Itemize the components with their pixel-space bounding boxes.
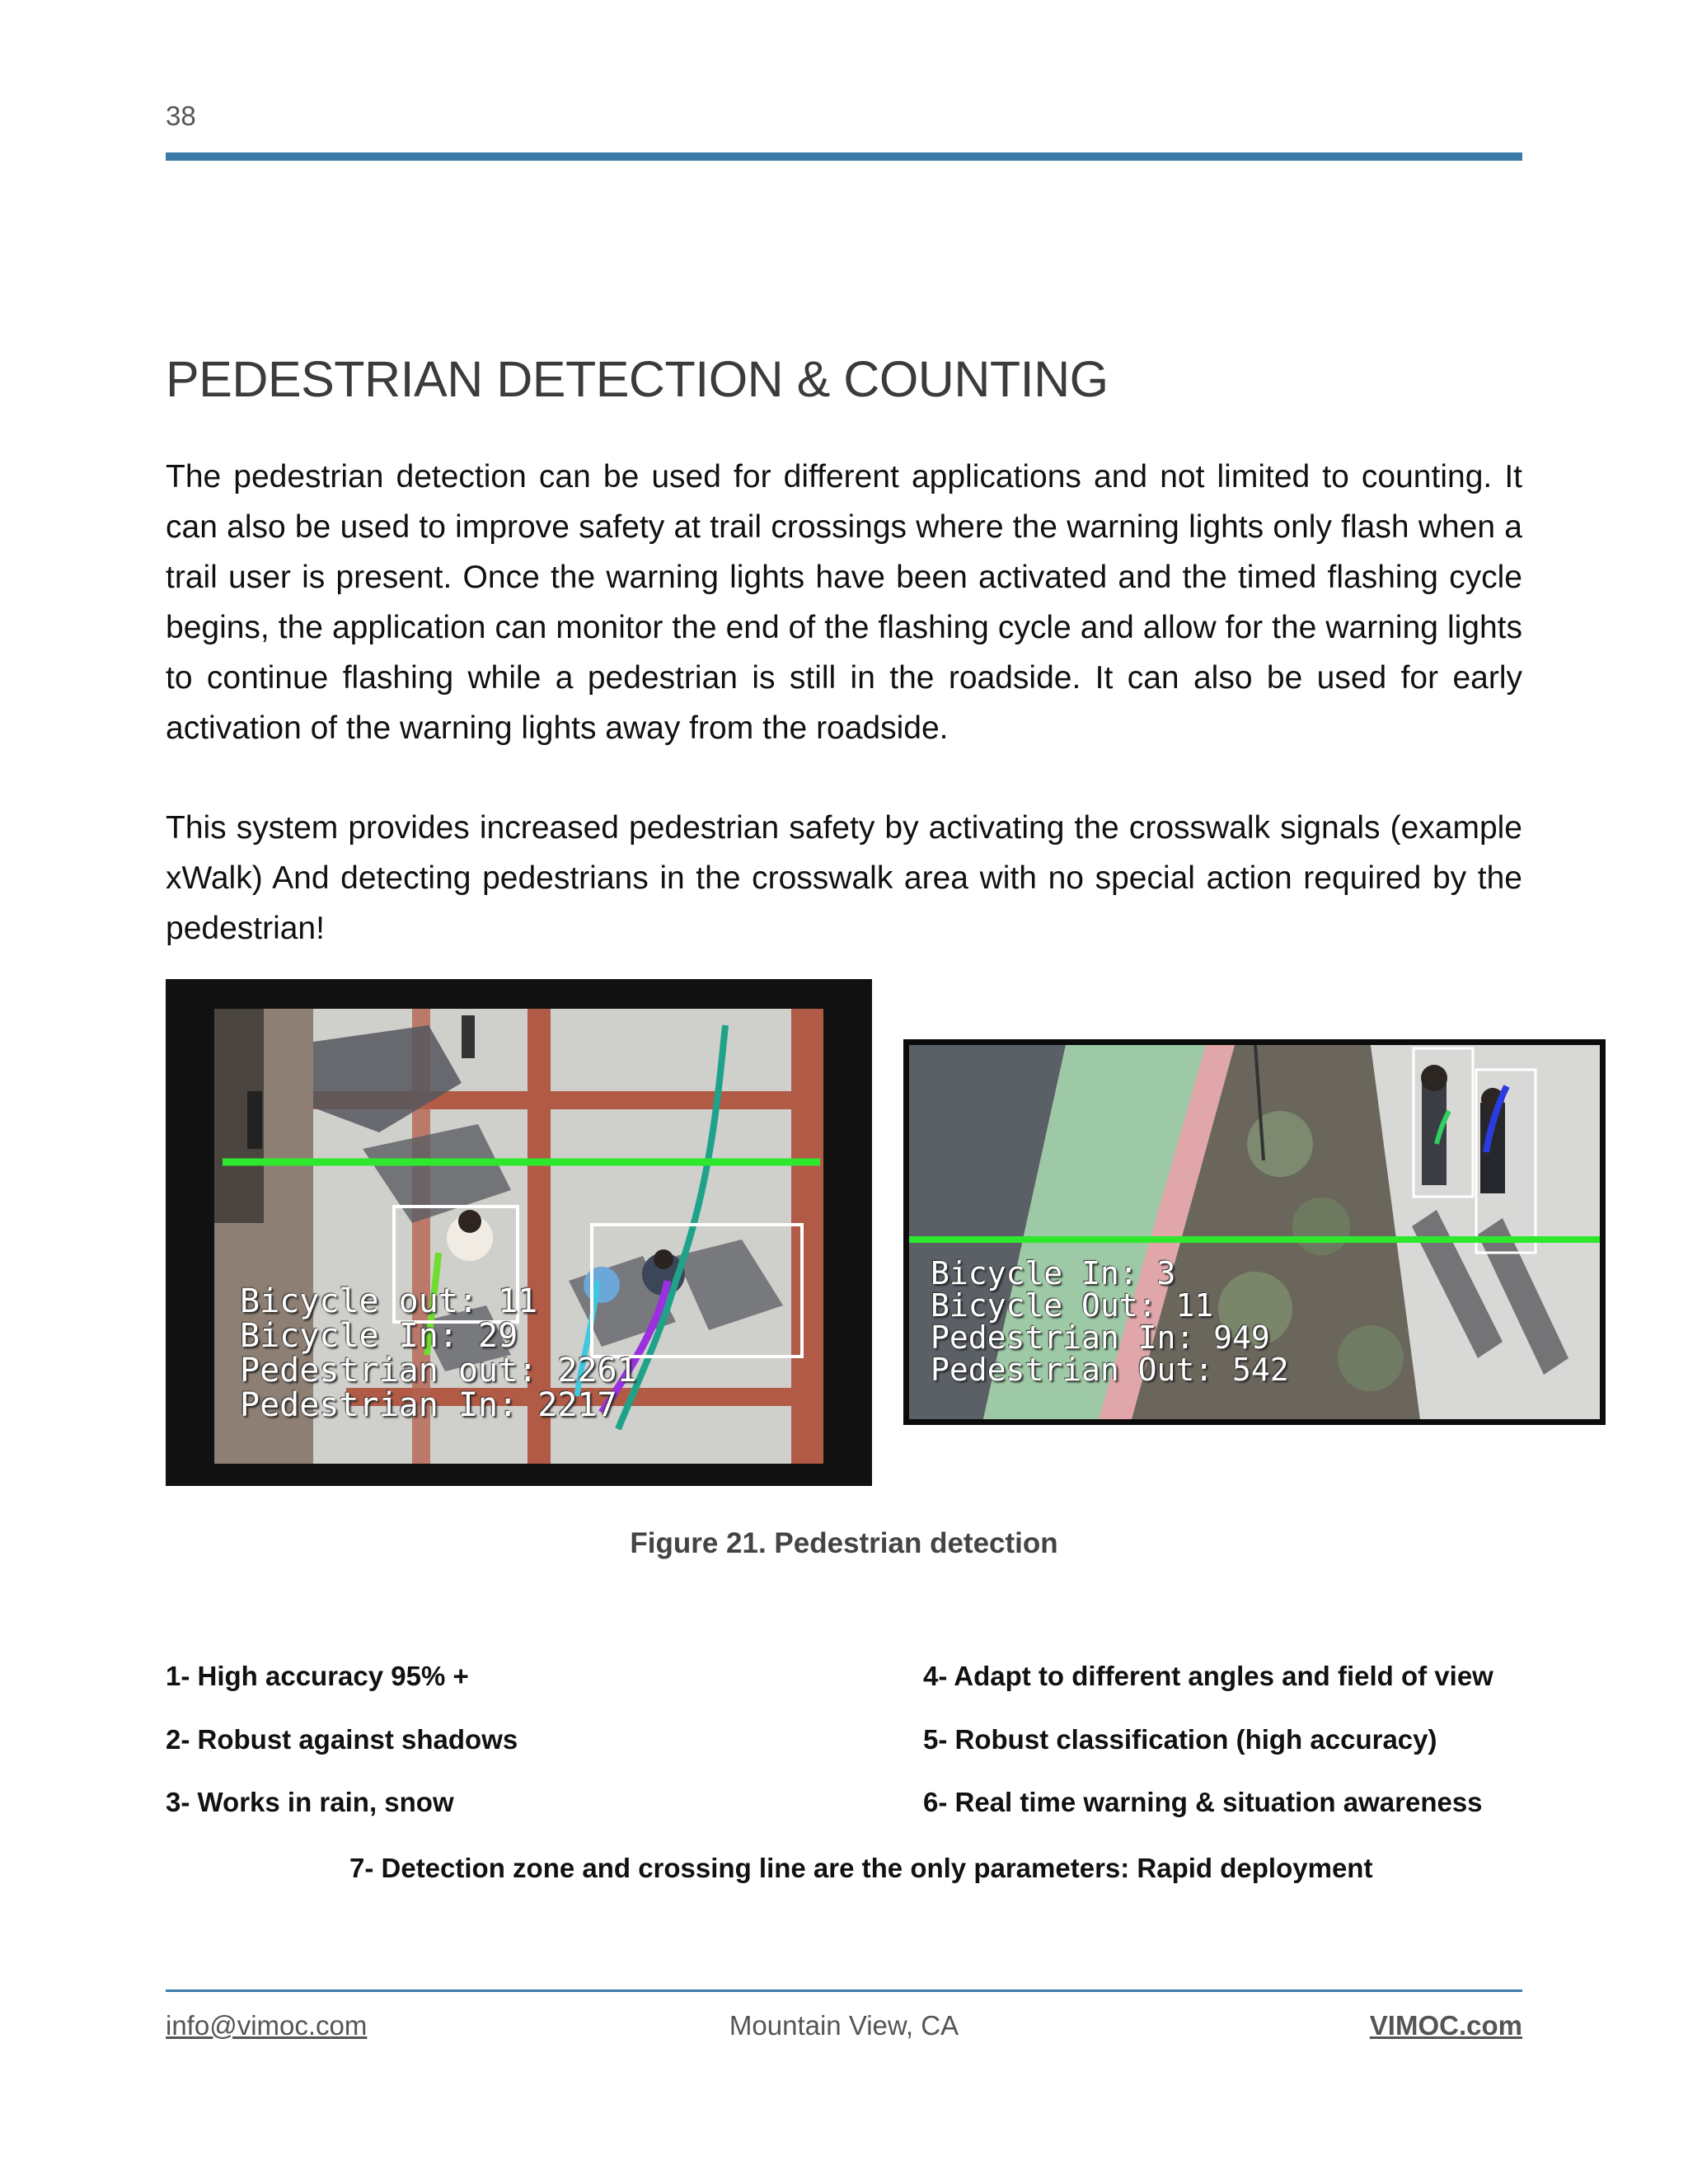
page-title: PEDESTRIAN DETECTION & COUNTING [166,351,1109,407]
feature-item-4: 4- Adapt to different angles and field of view [923,1661,1493,1691]
figure-left-plaza-detection [166,979,872,1486]
left-pedestrian-out-count: Pedestrian out: 2261 [240,1352,637,1390]
right-pedestrian-in-count: Pedestrian In: 949 [931,1319,1270,1356]
feature-item-2: 2- Robust against shadows [166,1724,518,1755]
safety-paragraph: This system provides increased pedestrian safety by activating the crosswalk signals (example xWalk) And detecting pedestrians in the crosswalk area with no special action required by the pedestrian! [166,810,1522,946]
footer-location: Mountain View, CA [729,2010,959,2041]
left-bicycle-in-count: Bicycle In: 29 [240,1317,518,1355]
left-bicycle-out-count: Bicycle out: 11 [240,1282,538,1320]
footer-email-link[interactable]: info@vimoc.com [166,2010,368,2041]
figure-caption: Figure 21. Pedestrian detection [630,1527,1058,1559]
footer-website-link[interactable]: VIMOC.com [1369,2010,1522,2041]
right-bicycle-in-count: Bicycle In: 3 [931,1255,1176,1291]
feature-item-3: 3- Works in rain, snow [166,1787,454,1817]
right-count-overlay [931,1255,1289,1388]
right-bicycle-out-count: Bicycle Out: 11 [931,1287,1214,1324]
feature-item-1: 1- High accuracy 95% + [166,1661,469,1691]
feature-item-7: 7- Detection zone and crossing line are the only parameters: Rapid deployment [349,1853,1373,1883]
feature-item-5: 5- Robust classification (high accuracy) [923,1724,1437,1755]
left-count-overlay [240,1284,637,1422]
page-number: 38 [166,101,196,131]
figure-right-sidewalk-detection [903,1039,1606,1425]
footer-rule [166,1990,1522,1992]
feature-item-6: 6- Real time warning & situation awareness [923,1787,1483,1817]
right-pedestrian-out-count: Pedestrian Out: 542 [931,1352,1289,1388]
left-pedestrian-in-count: Pedestrian In: 2217 [240,1386,617,1424]
intro-paragraph: The pedestrian detection can be used for different applications and not limited to counting. It can also be used to improve safety at trail crossings where the warning lights only flash when a trail user is present. Once the warning lights have been activated and the timed flashing cycle begins, the application can monitor the end of the flashing cycle and allow for the warning lights to continue flashing while a pedestrian is still in the roadside. It can also be used for early activation of the warning lights away from the roadside. [166,459,1522,746]
header-rule [166,152,1522,161]
